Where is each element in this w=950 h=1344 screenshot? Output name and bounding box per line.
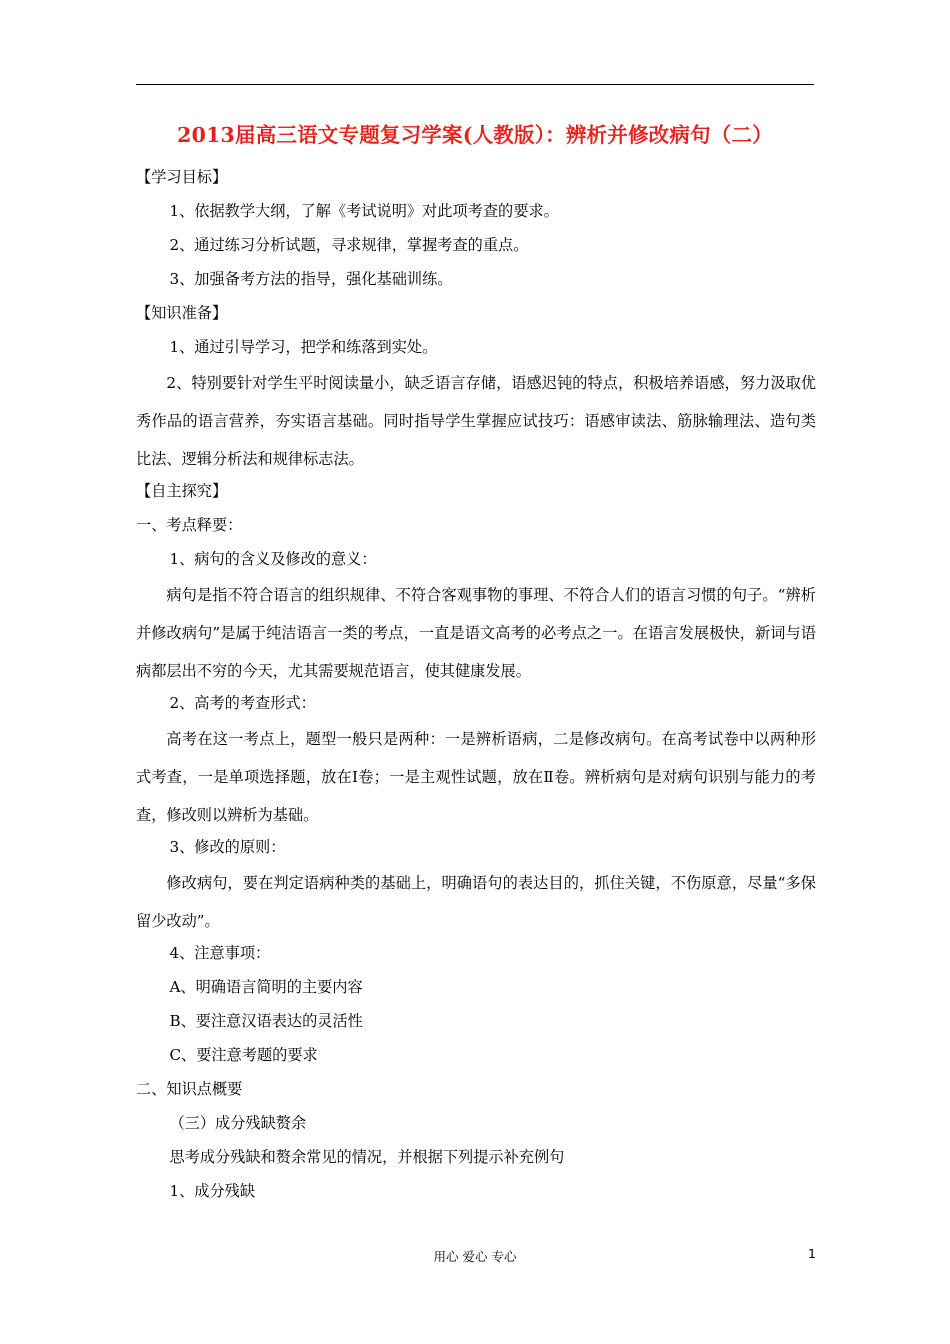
note-item: C、要注意考题的要求 — [169, 1046, 318, 1064]
point-heading: 3、修改的原则： — [169, 838, 286, 856]
goal-item: 2、通过练习分析试题，寻求规律，掌握考查的重点。 — [169, 236, 529, 254]
prep-item: 1、通过引导学习，把学和练落到实处。 — [169, 338, 438, 356]
point-paragraph: 高考在这一考点上，题型一般只是两种：一是辨析语病，二是修改病句。在高考试卷中以两种形式考查，一是单项选择题，放在Ⅰ卷；一是主观性试题，放在Ⅱ卷。辨析病句是对病句识别与能力的考查，修改则以辨析为基础。 — [136, 730, 816, 824]
point-heading: 2、高考的考查形式： — [169, 694, 316, 712]
point-paragraph: 病句是指不符合语言的组织规律、不符合客观事物的事理、不符合人们的语言习惯的句子。“辨析并修改病句”是属于纯洁语言一类的考点，一直是语文高考的必考点之一。在语言发展极快，新词与语病都层出不穷的今天，尤其需要规范语言，使其健康发展。 — [136, 586, 816, 680]
point-heading: 1、病句的含义及修改的意义： — [169, 550, 377, 568]
section-heading-explore: 【自主探究】 — [136, 482, 228, 500]
section-heading-goals: 【学习目标】 — [136, 168, 228, 186]
header-rule — [136, 84, 814, 85]
document-title: 2013届高三语文专题复习学案(人教版）：辨析并修改病句（二） — [177, 123, 773, 147]
section-heading-prep: 【知识准备】 — [136, 304, 228, 322]
part-heading: 二、知识点概要 — [136, 1080, 243, 1098]
part-heading: 一、考点释要： — [136, 516, 243, 534]
note-item: A、明确语言简明的主要内容 — [169, 978, 363, 996]
point-paragraph: 修改病句，要在判定语病种类的基础上，明确语句的表达目的，抓住关键，不伤原意，尽量“多保留少改动”。 — [136, 874, 816, 930]
point-heading: 4、注意事项： — [169, 944, 271, 962]
subsection-item: 1、成分残缺 — [169, 1182, 256, 1200]
document-body — [136, 160, 816, 1208]
footer-slogan: 用心 爱心 专心 — [433, 1249, 517, 1264]
subsection-text: 思考成分残缺和赘余常见的情况，并根据下列提示补充例句 — [169, 1148, 565, 1166]
goal-item: 3、加强备考方法的指导，强化基础训练。 — [169, 270, 453, 288]
subsection-heading: （三）成分残缺赘余 — [169, 1114, 307, 1132]
page-number: 1 — [808, 1246, 816, 1261]
goal-item: 1、依据教学大纲，了解《考试说明》对此项考查的要求。 — [169, 202, 559, 220]
prep-paragraph: 2、特别要针对学生平时阅读量小，缺乏语言存储，语感迟钝的特点，积极培养语感，努力汲取优秀作品的语言营养，夯实语言基础。同时指导学生掌握应试技巧：语感审读法、筋脉输理法、造句类比法、逻辑分析法和规律标志法。 — [136, 374, 816, 468]
note-item: B、要注意汉语表达的灵活性 — [169, 1012, 363, 1030]
